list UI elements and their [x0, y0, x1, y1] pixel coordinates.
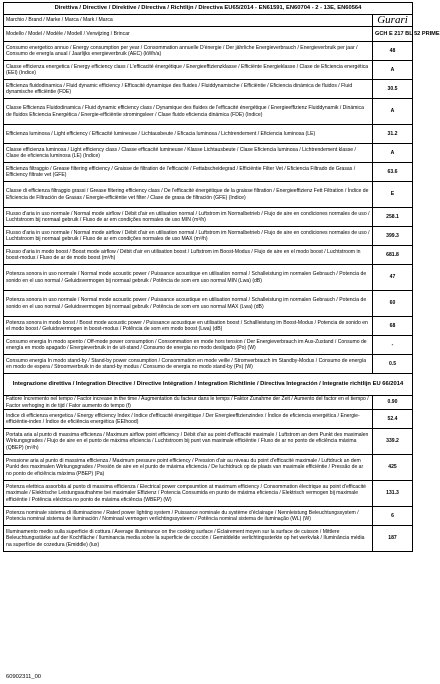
spec-label: Flusso d'aria in uso normale / Normal mode airflow / Débit d'air en utilisation normal / Luftstrom im Normalbetrieb / Flujo de aire en condiciones normales de uso / Luchtstroom bij normaal gebruik / Fluxo de ar em condições normales de uso MAX (m³/h) [4, 227, 373, 246]
spec-value: Gurari [373, 15, 413, 27]
spec-row [4, 144, 413, 163]
spec-label: Efficienza fluidodinamica / Fluid dynamic efficiency / Efficacité dynamique des fluides / Fluiddynamische / Efficiëntie / Eficiencia dinámica de fluidos / Fluid dynamische efficiëntie (FDE) [4, 80, 373, 99]
table-body [4, 3, 440, 552]
directive-header: Direttiva / Directive / Direktive / Directiva / Richtlijn / Directiva EU65/2014 - EN61591, EN60704 - 2 - 13E, EN60564 [4, 3, 413, 15]
spec-label: Classe Efficienza Fluidodinamica / Fluid dynamic efficiency class / Dynamique des fluides de l'efficacité énergétique / Energieeffizienz Fluiddynamik / Dinámica de fluidos Eficiencia Energética / Energie-efficiëntie stromingsleer / Clase fluido eficiencia dinámica (FDE) (Indice) [4, 99, 373, 125]
spec-label: Marchio / Brand / Marke / Marca / Mark / Marca [4, 15, 373, 27]
spec-row [4, 15, 413, 27]
spec-label: Classe di efficienza filtraggio grassi / Grease filtering efficiency class / De l'efficacité énergétique de la graisse filtration / Energieeffizienz Fett Filtration / Índice de Eficiencia de Filtración de Grasas / Energie-efficiëntie vet filter / Clase de grasa de filtración (GFE) (Indice) [4, 182, 373, 208]
spec-label: Classe efficienza energetica / Energy efficiency class / L'efficacité énergétique / Energieeffizienzklasse / Efficiënte Energieklasse / Clase de Eficiencia energética (EEI) (Indice) [4, 61, 373, 80]
spec-row [4, 227, 413, 246]
spec-row [4, 396, 413, 410]
spec-value: 131.3 [373, 481, 413, 507]
spec-value: 0.5 [373, 355, 413, 374]
spec-label: Illuminamento medio sulla superficie di cottura / Average illuminance on the cooking surface / Éclairement moyen sur la surface de cuisson / Mittlere Beleuchtungsstärke auf der Kochfläche / Iluminancia media sobre la superficie de cocción / Gemiddelde verlichtingssterkte op het werkvlak / Iluminância média na superfície de cozedura (Emiddle) (lux) [4, 526, 373, 552]
spec-value: 339.2 [373, 429, 413, 455]
spec-value: A [373, 99, 413, 125]
spec-value: 258.1 [373, 208, 413, 227]
spec-value: 48 [373, 42, 413, 61]
spec-value: 399.3 [373, 227, 413, 246]
energy-data-sheet [3, 2, 440, 552]
spec-value: 47 [373, 265, 413, 291]
spec-label: Consumo energia In modo stand-by / Stand-by power consumption / Consommation en mode veille / Stromverbrauch im Standby-Modus / Consumo de energía en modo de espera / Stroomverbruik in de stand-by modus / Consumo de energia no modo stand-by (Ps) (W) [4, 355, 373, 374]
spec-label: Consumo energia In modo spento / Off-mode power consumption / Consommation en mode hors tension / Der Energieverbrauch im Aus-Zustand / Consumo de energía en modo apagado / Energieverbruik in de uit-stand / Consumo de energia no modo desligado (Po) (W) [4, 336, 373, 355]
spec-row [4, 208, 413, 227]
spec-row [4, 80, 413, 99]
spec-label: Indice di efficienza energetica / Energy efficiency Index / Indice d'efficacité énergétique / Der Energieeffizienzindex / Índice de eficiencia energética / Energie-efficiëntie-index / Índice de eficiência energética (EEIhood) [4, 410, 373, 429]
spec-value: E [373, 182, 413, 208]
spec-value: 0.90 [373, 396, 413, 410]
spec-value: A [373, 61, 413, 80]
spec-value: 425 [373, 455, 413, 481]
spec-label: Consumo energetico annuo / Energy consumption per year / Consommation annuelle D'énergie / Der jährliche Energieverbrauch / Energieverbruik per jaar / Consumo de energía anual / Jaarlijks energieverbruik (AEC) (kWh/a) [4, 42, 373, 61]
spec-value: GCH E 217 BL 52 PRIME [373, 27, 413, 42]
spec-label: Potenza sonora in uso normale / Normal mode acoustic power / Puissance acoustique en utilisation normal / Schalleistung im normalen Gebrauch / Potencia de sonido en el uso normal / Geluidsvermogen bij normaal gebruik / Potência de som em uso normal MAX (Lwa) (dB) [4, 291, 373, 317]
spec-row [4, 291, 413, 317]
spec-label: Efficienza filtraggio / Grease filtering efficiency / Graisse de filtration de l'efficacité / Fettabscheidegrad / Efficiëntie Filter Vet / Eficiencia Filtrado de Grasas / Efficiency filtrate vet (GFE) [4, 163, 373, 182]
spec-row [4, 125, 413, 144]
spec-value: 63.6 [373, 163, 413, 182]
spec-row [4, 42, 413, 61]
spec-value: - [373, 336, 413, 355]
spec-label: Portata aria al punto di massima efficienza / Maximum airflow point efficiency / Débit d'air au point d'efficacité maximale / Luftstrom an dem Punkt des maximalen Wirkungsgrades / Flujo de aire en el punto de máxima eficiencia / Luchtstroom bij punt van maximale efficiëntie / Fluxo de ar no ponto de eficiência máxima (QBEP) (m³/h) [4, 429, 373, 455]
spec-row [4, 61, 413, 80]
spec-row [4, 99, 413, 125]
spec-label: Fattore Incremento nel tempo / Factor increase in the time / Augmentation du facteur dans le temps / Faktor Zunahme der Zeit / Aumento del factor en el tiempo / Factor verhoging in de tijd / Fator aumento do tempo (f) [4, 396, 373, 410]
spec-label: Potenza nominale sistema di illuminazione / Rated power lighting system / Puissance nominale du système d'éclairage / Nennleistung Beleuchtungssystem / Potencia nominal sistema de iluminación / Nominaal vermogen verlichtingssysteem / Potência nominal sistema de iluminação (WL) (W) [4, 507, 373, 526]
document-code: 60902311_00 [6, 674, 42, 680]
spec-label: Classe efficienza luminosa / Light efficiency class / Classe efficacité lumineuse / Klasse Lichtausbeute / Clase Eficiencia luminosa / Lichtrendement klasse / Clase de eficiencia luminosa (LE) (Indice) [4, 144, 373, 163]
spec-row [4, 355, 413, 374]
integration-header: Integrazione direttiva / Integration Directive / Directive Intégration / Integration Richtlinie / Directiva Integración / Integratie richtlijn EU 66/2014 [4, 374, 413, 396]
spec-row [4, 182, 413, 208]
spec-value: A [373, 144, 413, 163]
spec-row [4, 317, 413, 336]
spec-value: 6 [373, 507, 413, 526]
directive-header-row [4, 3, 413, 15]
spec-label: Potenza sonora in modo boost / Boost mode acoustic power / Puissance acoustique en utilisation boost / Schallleistung im Boost-Modus / Potencia de sonido en el modo boost / Geluidsvermogen in boost-modus / Potência de som em modo boost (Lwa) (dB) [4, 317, 373, 336]
spec-row [4, 336, 413, 355]
spec-row [4, 429, 413, 455]
spec-label: Pressione aria al punto di massima efficienza / Maximum pressure point efficiency / Pression d'air au niveau du point d'efficacité maximale / Luftdruck an dem Punkt des maximalen Wirkungsgrades / Presión de aire en el punto de máxima eficiencia / De luchtdruck op de plaats van maximale efficiëntie / Pressão de ar no ponto de eficiência máxima (PBEP) (Pa) [4, 455, 373, 481]
spec-value: 187 [373, 526, 413, 552]
spec-label: Flusso d'aria in modo boost / Boost mode airflow / Débit d'air en utilisation boost / Luftstrom im Boost-Modus / Flujo de aire en el modo boost / Luchtstroom in boost-modus / Fluxo de ar de modo boost (m³/h) [4, 246, 373, 265]
spec-row [4, 246, 413, 265]
spec-value: 60 [373, 291, 413, 317]
spec-value: 30.5 [373, 80, 413, 99]
spec-row [4, 163, 413, 182]
spec-row [4, 410, 413, 429]
spec-label: Potenza sonora in uso normale / Normal mode acoustic power / Puissance acoustique en utilisation normal / Schalleistung im normalen Gebrauch / Potencia de sonido en el uso normal / Geluidsvermogen bij normaal gebruik / Potência de som em uso normal MIN (Lwa) (dB) [4, 265, 373, 291]
spec-row [4, 455, 413, 481]
spec-row [4, 507, 413, 526]
spec-value: 681.8 [373, 246, 413, 265]
spec-row [4, 27, 413, 42]
spec-value: 31.2 [373, 125, 413, 144]
spec-value: 52.4 [373, 410, 413, 429]
spec-row [4, 481, 413, 507]
spec-label: Efficienza luminosa / Light efficiency / Efficacité lumineuse / Lichtausbeute / Eficacia luminosa / Lichtrendement / Eficiencia luminosa (LE) [4, 125, 373, 144]
product-fiche-table [3, 2, 440, 552]
spec-row [4, 265, 413, 291]
spec-row [4, 526, 413, 552]
spec-label: Modello / Model / Modèle / Modell / Verwijzing / Brincar [4, 27, 373, 42]
spec-label: Potenza elettrica assorbita al punto di massima efficienza / Electrical power compsumtion at maximum efficiency / Consommation électrique au point d'efficacité maximale / Elektrische Leistungsaufnahme bei maximaler Effizienz / Potencia Consumida en punto de máxima eficiencia / Elektrisch vermogen bij maximale efficiëntie / Potência eléctrica no ponto de máxima eficiência (WBEP) (W) [4, 481, 373, 507]
spec-value: 68 [373, 317, 413, 336]
spec-label: Flusso d'aria in uso normale / Normal mode airflow / Débit d'air en utilisation normal / Luftstrom im Normalbetrieb / Flujo de aire en condiciones normales de uso / Luchtstroom bij normaal gebruik / Fluxo de ar em condições normales de uso MIN (m³/h) [4, 208, 373, 227]
integration-header-row [4, 374, 413, 396]
